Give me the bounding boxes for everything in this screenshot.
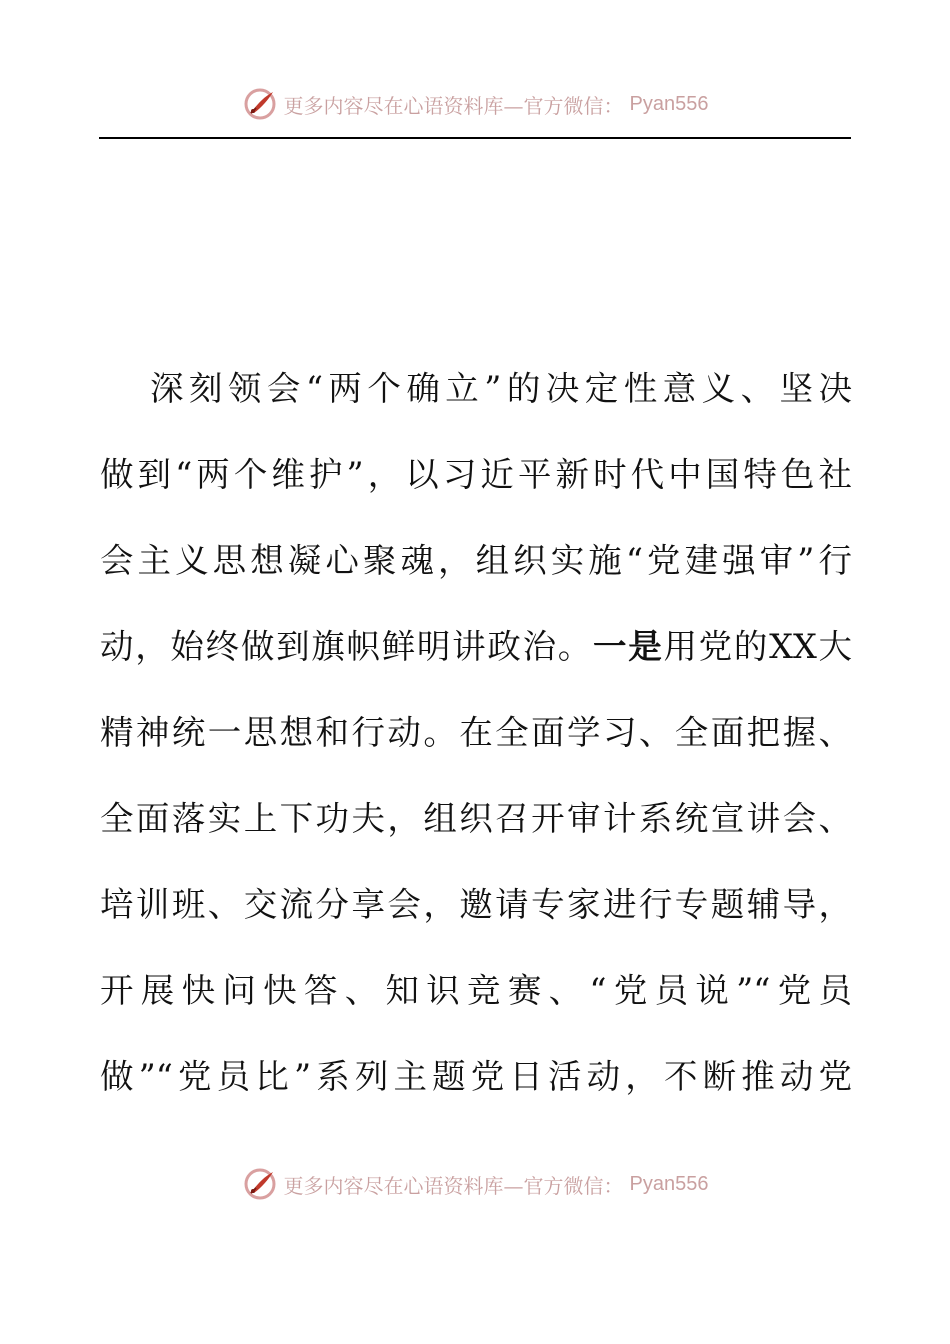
text-line-2: 做到“两个维护”，以习近平新时代中国特色社 — [100, 455, 852, 494]
watermark-account: Pyan556 — [629, 1172, 709, 1195]
text-line-8: 开展快问快答、知识竞赛、“党员说”“党员 — [100, 971, 852, 1010]
watermark-text: 更多内容尽在心语资料库—官方微信： — [283, 1173, 624, 1198]
emphasis-yishi: 一是 — [593, 627, 664, 666]
watermark-account: Pyan556 — [629, 92, 709, 115]
text-line-1: 深刻领会“两个确立”的决定性意义、坚决 — [150, 369, 852, 408]
text-line-4: 动，始终做到旗帜鲜明讲政治。一是用党的XX大 — [100, 627, 853, 666]
header-watermark — [0, 82, 950, 126]
quill-logo-icon — [242, 86, 278, 122]
quill-logo-icon — [242, 1166, 278, 1202]
text-line-9: 做”“党员比”系列主题党日活动，不断推动党 — [100, 1057, 852, 1096]
body-paragraph — [100, 346, 852, 1126]
text-line-7: 培训班、交流分享会，邀请专家进行专题辅导， — [100, 885, 852, 924]
footer-watermark — [0, 1162, 950, 1206]
text-line-6: 全面落实上下功夫，组织召开审计系统宣讲会、 — [100, 799, 852, 838]
watermark-text: 更多内容尽在心语资料库—官方微信： — [283, 93, 624, 118]
header-rule — [99, 137, 851, 139]
text-line-3: 会主义思想凝心聚魂，组织实施“党建强审”行 — [100, 541, 852, 580]
text-line-5: 精神统一思想和行动。在全面学习、全面把握、 — [100, 713, 852, 752]
